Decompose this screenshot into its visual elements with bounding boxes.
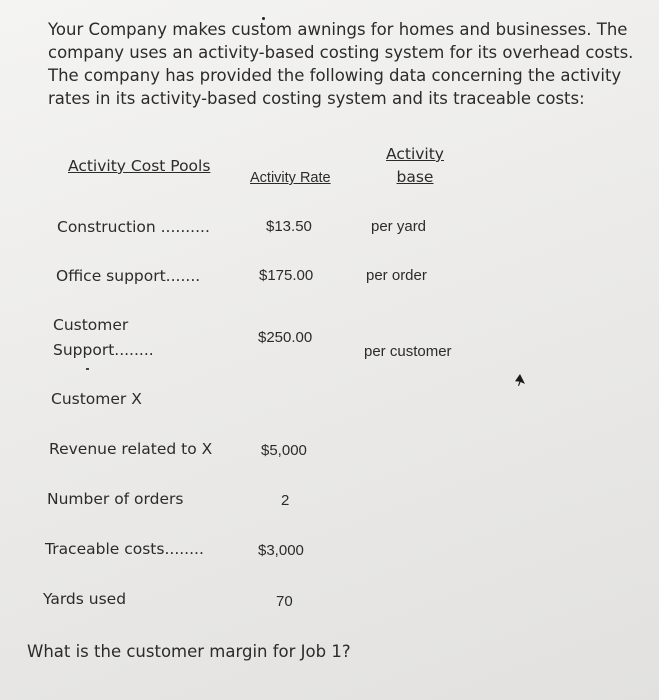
- stray-mark: [86, 368, 89, 370]
- row-customer-support-label-line1: Customer: [53, 316, 129, 334]
- traceable-costs-label: Traceable costs........: [45, 540, 204, 558]
- revenue-value: $5,000: [261, 442, 307, 459]
- row-office-support-base: per order: [366, 267, 427, 284]
- row-office-support-rate: $175.00: [259, 267, 314, 284]
- header-activity-base-line2: base: [396, 168, 434, 186]
- row-construction-rate: $13.50: [266, 218, 312, 235]
- question-text: What is the customer margin for Job 1?: [27, 642, 351, 661]
- row-customer-support-base: per customer: [364, 343, 452, 360]
- orders-value: 2: [281, 492, 290, 509]
- row-customer-support-rate: $250.00: [258, 329, 313, 346]
- orders-label: Number of orders: [47, 490, 184, 508]
- header-activity-base-line1: Activity: [386, 145, 444, 163]
- intro-paragraph: Your Company makes custom awnings for homes and businesses. The company uses an activity-based costing system for its overhead costs. The company has provided the following data concerning the activity rates in its activity-based costing system and its traceable costs:: [48, 20, 634, 108]
- row-construction-base: per yard: [371, 218, 427, 235]
- header-activity-rate: Activity Rate: [250, 170, 331, 186]
- revenue-label: Revenue related to X: [49, 440, 213, 458]
- row-office-support-label: Office support.......: [56, 267, 201, 285]
- yards-used-label: Yards used: [43, 590, 127, 608]
- traceable-costs-value: $3,000: [258, 542, 304, 559]
- row-customer-support-label-line2: Support........: [53, 341, 154, 359]
- header-activity-cost-pools: Activity Cost Pools: [68, 157, 211, 175]
- header-activity-base: [380, 143, 450, 189]
- row-construction-label: Construction ..........: [57, 218, 210, 236]
- mouse-pointer-icon: [513, 373, 527, 387]
- customer-x-title: Customer X: [51, 390, 142, 408]
- yards-used-value: 70: [276, 593, 293, 610]
